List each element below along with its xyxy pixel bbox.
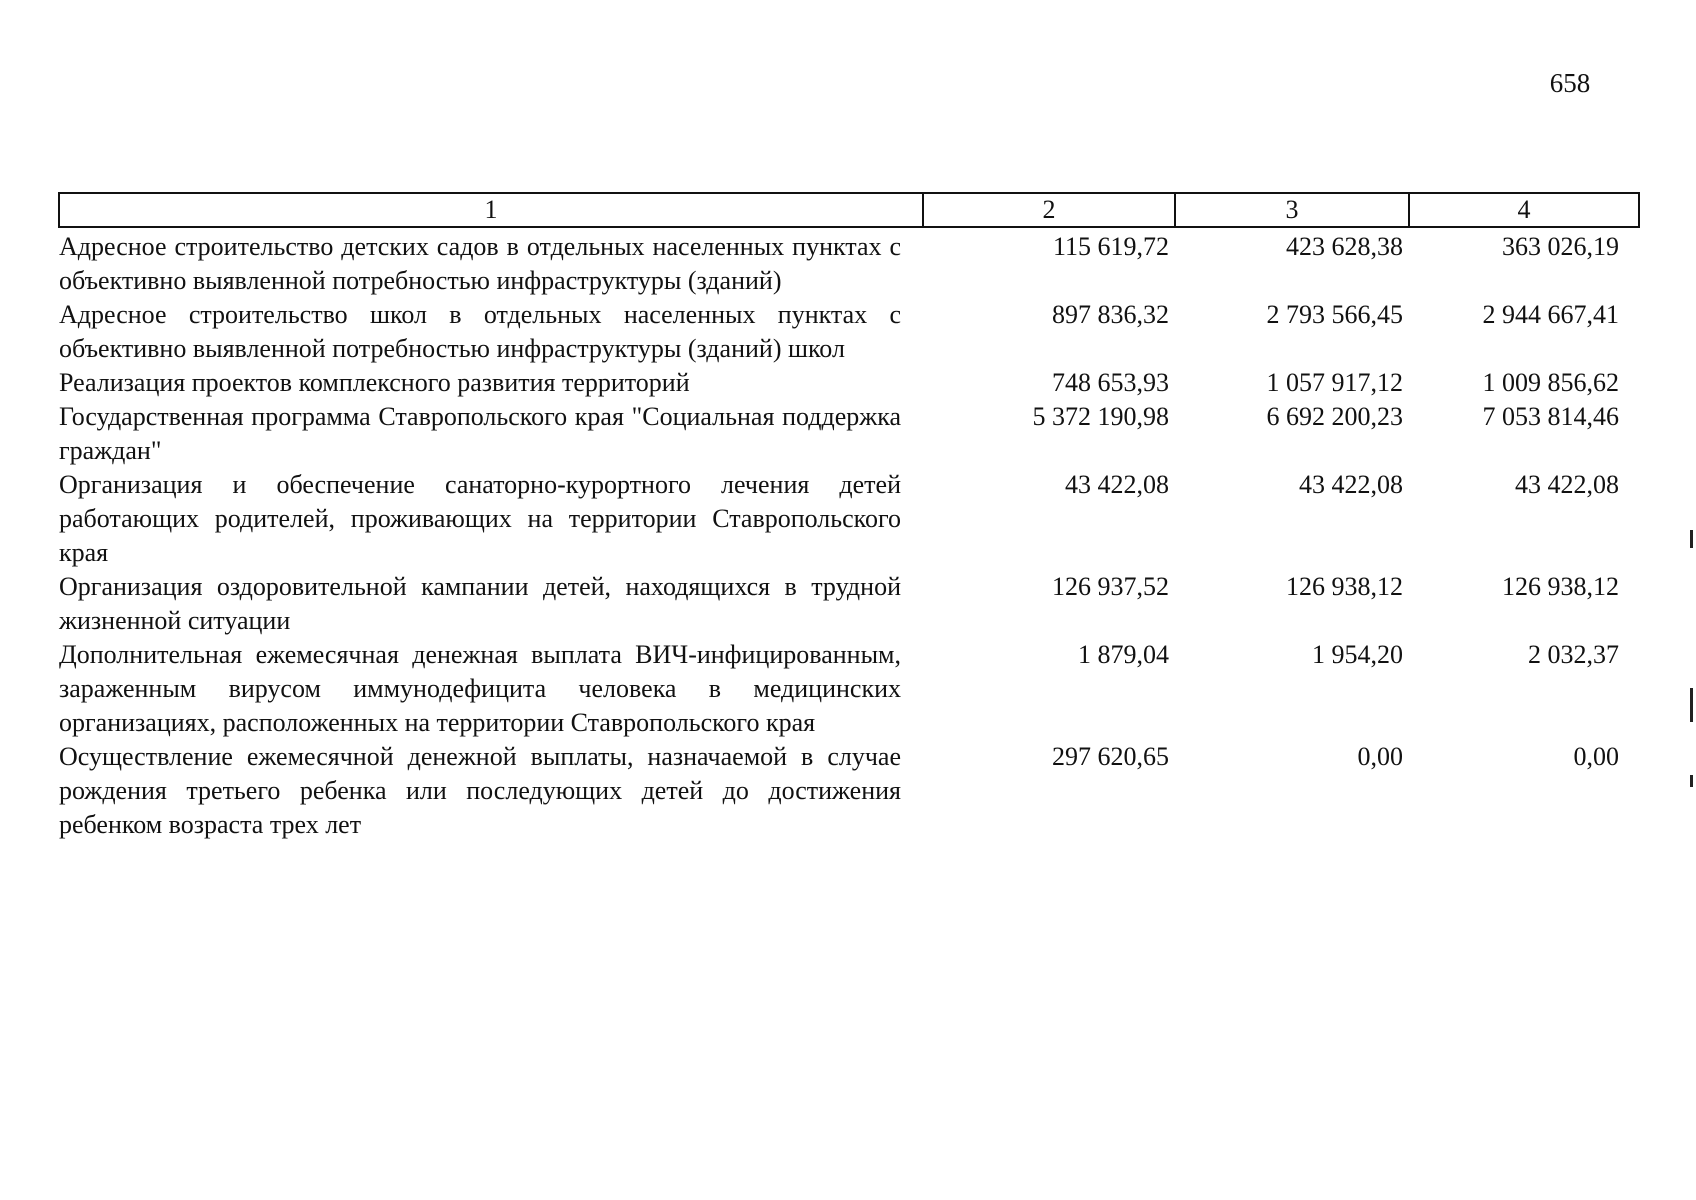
- table-row: [59, 227, 1639, 298]
- row-value-col4: 363 026,19: [1502, 232, 1619, 261]
- row-description: Дополнительная ежемесячная денежная выплата ВИЧ-инфицированным, зараженным вирусом иммунодефицита человека в медицинских организациях, расположенных на территории Ставропольского края: [59, 640, 901, 737]
- row-value-col3: 43 422,08: [1299, 470, 1403, 499]
- row-value-col3: 0,00: [1357, 742, 1403, 771]
- row-value-col3: 2 793 566,45: [1266, 300, 1403, 329]
- row-value-col2: 126 937,52: [1052, 572, 1169, 601]
- row-value-col2: 115 619,72: [1052, 232, 1169, 261]
- table-header: [59, 193, 1639, 227]
- page-number: 658: [1549, 68, 1591, 98]
- row-value-col2: 43 422,08: [1065, 470, 1169, 499]
- row-value-col4: 0,00: [1573, 742, 1619, 771]
- row-value-col2: 748 653,93: [1052, 368, 1169, 397]
- table-row: [59, 638, 1639, 740]
- row-value-col2: 297 620,65: [1052, 742, 1169, 771]
- column-header-4: 4: [1409, 193, 1639, 227]
- row-value-col3: 423 628,38: [1286, 232, 1403, 261]
- row-description: Реализация проектов комплексного развития территорий: [59, 368, 690, 397]
- row-value-col4: 2 944 667,41: [1482, 300, 1619, 329]
- scan-edge-mark: [1690, 775, 1693, 787]
- row-value-col2: 5 372 190,98: [1032, 402, 1169, 431]
- row-description: Организация и обеспечение санаторно-курортного лечения детей работающих родителей, проживающих на территории Ставропольского края: [59, 470, 901, 567]
- scan-edge-mark: [1690, 530, 1693, 548]
- header-row: [59, 193, 1639, 227]
- row-value-col4: 43 422,08: [1515, 470, 1619, 499]
- row-value-col3: 1 954,20: [1312, 640, 1403, 669]
- row-value-col3: 1 057 917,12: [1266, 368, 1403, 397]
- column-header-1: 1: [59, 193, 923, 227]
- row-value-col4: 2 032,37: [1528, 640, 1619, 669]
- column-header-3: 3: [1175, 193, 1409, 227]
- row-value-col3: 126 938,12: [1286, 572, 1403, 601]
- row-value-col4: 126 938,12: [1502, 572, 1619, 601]
- table-row: [59, 468, 1639, 570]
- table-row: [59, 366, 1639, 400]
- row-value-col2: 1 879,04: [1078, 640, 1169, 669]
- column-header-2: 2: [923, 193, 1175, 227]
- row-description: Адресное строительство школ в отдельных населенных пунктах с объективно выявленной потребностью инфраструктуры (зданий) школ: [59, 300, 901, 363]
- row-value-col4: 7 053 814,46: [1482, 402, 1619, 431]
- row-value-col2: 897 836,32: [1052, 300, 1169, 329]
- row-description: Организация оздоровительной кампании детей, находящихся в трудной жизненной ситуации: [59, 572, 901, 635]
- row-description: Адресное строительство детских садов в отдельных населенных пунктах с объективно выявленной потребностью инфраструктуры (зданий): [59, 232, 901, 295]
- row-value-col4: 1 009 856,62: [1482, 368, 1619, 397]
- table-row: [59, 740, 1639, 842]
- scan-edge-mark: [1690, 688, 1693, 722]
- budget-table: [58, 192, 1640, 842]
- row-description: Осуществление ежемесячной денежной выплаты, назначаемой в случае рождения третьего ребенка или последующих детей до достижения ребенком возраста трех лет: [59, 742, 901, 839]
- row-value-col3: 6 692 200,23: [1266, 402, 1403, 431]
- table-body: [59, 227, 1639, 842]
- table-row: [59, 298, 1639, 366]
- row-description: Государственная программа Ставропольского края "Социальная поддержка граждан": [59, 402, 901, 465]
- table-row: [59, 400, 1639, 468]
- table-row: [59, 570, 1639, 638]
